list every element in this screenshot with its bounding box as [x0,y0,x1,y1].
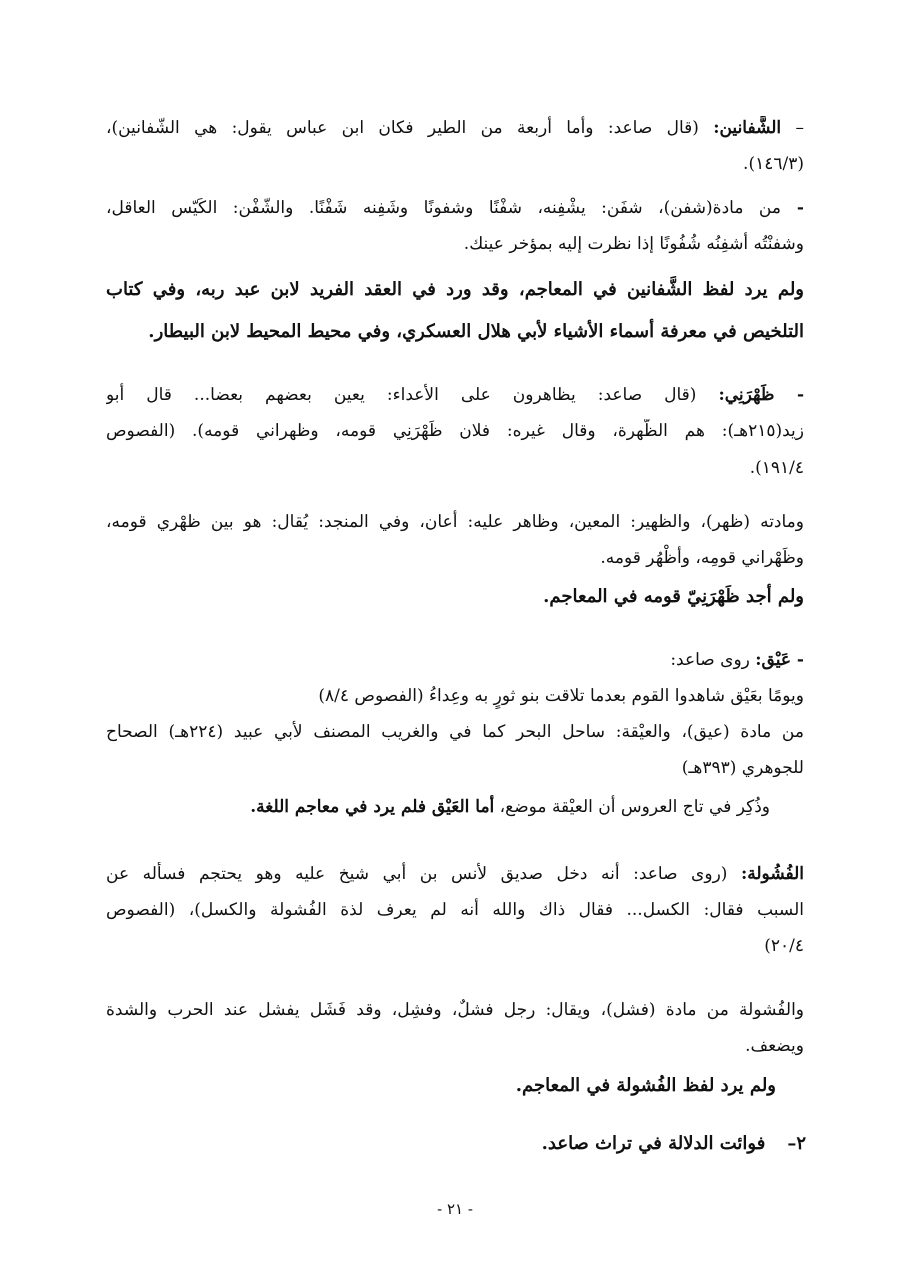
entry-term: الفُشُولة: [740,864,804,884]
entry-dash: - [774,385,804,405]
entry-ayq-conclusion [72,795,770,819]
entry-shafanin-conclusion-line-2: التلخيص في معرفة أسماء الأشياء لأبي هلال العسكري، وفي محيط المحيط لابن البيطار. [148,321,804,342]
entry-fushula-line-3: ٢٠/٤) [764,936,804,956]
entry-shafanin-conclusion-line-1: ولم يرد لفظ الشَّفانين في المعاجم، وقد ورد في العقد الفريد لابن عبد ربه، وفي كتاب [106,279,804,300]
entry-dash: – [781,118,804,138]
entry-text: من مادة(شفن)، شفَن: يشْفِنه، شفْنًا وشفونًا وشَفِنه شَفْنًا. والشّفْن: الكَيّس العاقل، [106,198,781,218]
entry-fushula-derivation-line-2: ويضعف. [745,1036,804,1056]
entry-ayq-verse: ويومًا بعَيْق شاهدوا القوم بعدما تلاقت بنو ثورٍ به وعِداءُ (الفصوص ٨/٤) [318,686,804,706]
section-heading [108,1130,806,1158]
entry-shafanin-line-2: (١٤٦/٣). [743,154,804,174]
entry-ayq-derivation-line-2: للجوهري (٣٩٣هـ) [681,758,804,778]
entry-term: الشَّفانين: [713,118,782,138]
entry-dash: - [780,198,804,218]
entry-shafanin-line-1 [106,116,804,140]
entry-text: وذُكِر في تاج العروس أن العيْقة موضع، [494,797,770,817]
entry-shafanin-derivation-line-1 [106,196,804,220]
section-heading-title: فوائت الدلالة في تراث صاعد. [541,1133,766,1154]
entry-zahrani-line-2: زيد(٢١٥هـ): هم الظُّهرة، وقال غيره: فلان ظَهْرَنِي قومه، وظهراني قومه). (الفصوص [106,421,804,441]
section-heading-number: ٢– [787,1133,806,1154]
entry-zahrani-line-3: ١٩١/٤). [749,458,804,478]
entry-fushula-line-1 [106,862,804,886]
entry-shafanin-derivation-line-2: وشفنْتُه أشفِنُه شُفُونًا إذا نظرت إليه بمؤخر عينك. [463,234,804,254]
entry-text: روى صاعد: [670,650,756,670]
entry-text: (قال صاعد: وأما أربعة من الطير فكان ابن عباس يقول: هي الشّفانين)، [106,118,714,138]
entry-text: (روى صاعد: أنه دخل صديق لأنس بن أبي شيخ عليه وهو يحتجم فسأله عن [106,864,741,884]
entry-ayq-line-1 [106,648,804,672]
entry-dash: - [791,650,804,670]
entry-term: ظَهْرَنِي: [718,385,775,405]
entry-zahrani-line-1 [106,383,804,407]
page-number: - ٢١ - [437,1200,473,1218]
entry-zahrani-conclusion: ولم أجد ظَهْرَنِيّ قومه في المعاجم. [543,586,804,607]
entry-ayq-derivation-line-1: من مادة (عيق)، والعيْقة: ساحل البحر كما في والغريب المصنف لأبي عبيد (٢٢٤هـ) الصحاح [106,722,804,742]
entry-term: عَيْق: [755,650,792,670]
entry-conclusion-bold: أما العَيْق فلم يرد في معاجم اللغة. [250,797,495,817]
entry-fushula-line-2: السبب فقال: الكسل... فقال ذاك والله أنه لم يعرف لذة الفُشولة والكسل)، (الفصوص [106,900,804,920]
entry-fushula-derivation-line-1: والفُشولة من مادة (فشل)، ويقال: رجل فشلٌ، وفشِل، وقد فَشَل يفشل عند الحرب والشدة [106,1000,804,1020]
entry-zahrani-derivation-line-1: ومادته (ظهر)، والظهير: المعين، وظاهر عليه: أعان، وفي المنجد: يُقال: هو بين ظهْري قومه، [106,512,804,532]
entry-zahrani-derivation-line-2: وظَهْراني قومِه، وأظْهُر قومه. [600,548,804,568]
entry-text: (قال صاعد: يظاهرون على الأعداء: يعين بعضهم بعضا... قال أبو [106,385,719,405]
entry-fushula-conclusion: ولم يرد لفظ الفُشولة في المعاجم. [515,1075,776,1096]
